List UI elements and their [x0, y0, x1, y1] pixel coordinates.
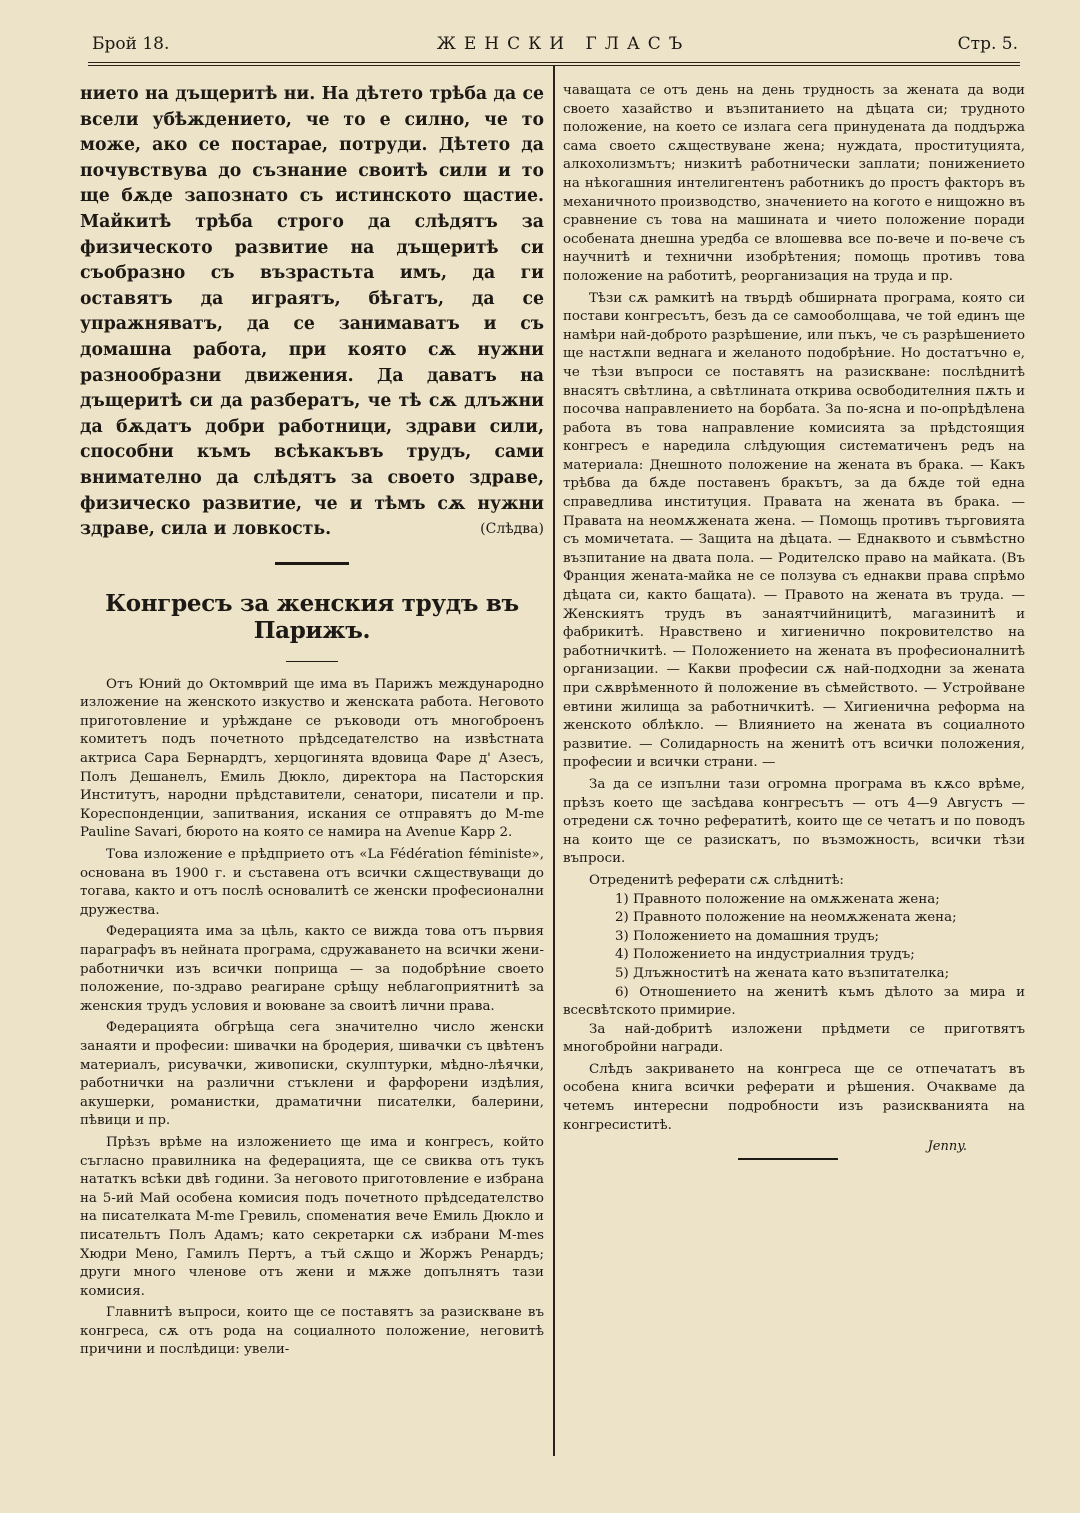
title-rule — [286, 661, 338, 662]
article-title: Конгресъ за женския трудъ въ Парижъ. — [105, 589, 519, 644]
article-paragraph: Главнитѣ въпроси, които ще се поставятъ за разискване въ конгреса, сѫ отъ рода на социалното положение, неговитѣ причини и послѣдици: увели- — [80, 1305, 544, 1358]
list-item: 2) Правното положение на неомѫжената жена; — [615, 910, 957, 926]
continued-article-text: нието на дъщеритѣ ни. На дѣтето трѣба да се всели убѣждението, че то е силно, че то може, ако се постарае, потруди. Дѣтето да почувствува до съзнание своитѣ сили и то ще бѫде запознато съ истинското щастие. Майкитѣ трѣба строго да слѣдятъ за физическото развитие на дъщеритѣ си съобразно съ възрастьта имъ, да ги оставятъ да играятъ, бѣгатъ, да се упражняватъ, да се занимаватъ и съ домашна работа, при която сѫ нужни разнообразни движения. Да даватъ на дъщеритѣ си да разбератъ, че тѣ сѫ длъжни да бѫдатъ добри работници, здрави сили, способни къмъ всѣкакъвъ трудъ, сами внимателно да слѣдятъ за своето здраве, физическо развитие, че и тѣмъ сѫ нужни здраве, сила и ловкость. (Слѣдва) — [80, 82, 544, 543]
masthead-title: ЖЕНСКИ ГЛАСЪ — [436, 34, 691, 54]
page-header — [92, 27, 1018, 61]
section-rule — [275, 562, 349, 565]
page-number: Стр. 5. — [957, 34, 1018, 54]
right-column — [563, 82, 1025, 1160]
article-paragraph: Слѣдъ закриването на конгреса ще се отпечататъ въ особена книга всички реферати и рѣшения. Очакваме да четемъ интересни подробности изъ разискванията на конгресиститѣ. — [563, 1061, 1025, 1133]
list-item: 4) Положението на индустриалния трудъ; — [615, 947, 915, 963]
article-paragraph: чаващата се отъ день на день трудность за жената да води своето хазайство и възпитанието на дѣцата си; трудното положение, на което се излага сега принудената да поддържа сама своето сѫществуване жена; нуждата, проституцията, алкохолизмътъ; низкитѣ работнически заплати; понижението на нѣкогашния интелигентенъ работникъ до простъ факторъ въ механичното производство, значението на когото е нищожно въ сравнение съ това на машината и чието положение поради особената днешна уредба се влошевва все по-вече и по-вече съ научнитѣ и технични изобрѣтения; помощь противъ това положение на работитѣ, реорганизация на труда и пр. — [563, 83, 1025, 284]
article-paragraph: Отъ Юний до Октомврий ще има въ Парижъ международно изложение на женското изкуство и женската работа. Неговото приготовление и урѣждане се ръководи отъ многоброенъ комитетъ подъ почетното прѣдседателство на извѣстната актриса Сара Бернардтъ, херцогинята вдовица Фаре д' Азесъ, Полъ Дешанелъ, Емиль Дюкло, директора на Пасторския Институтъ, народни прѣдставители, сенатори, писатели и пр. Кореспонденции, запитвания, искания се отправятъ до M-me Pauline Savari, бюрото на която се намира на Avenue Kapp 2. — [80, 676, 544, 841]
article-paragraph: Прѣзъ врѣме на изложението ще има и конгресъ, който съгласно правилника на федерацията, ще се свиква отъ тукъ нататкъ всѣки двѣ години. За неговото приготовление е избрана на 5-ий Май особена комисия подъ почетното прѣдседателство на писателката M-me Гревиль, споменатия вече Емиль Дюкло и писательтъ Полъ Адамъ; като секретарки сѫ избрани M-mes Хюдри Мено, Гамилъ Пертъ, а тъй сѫщо и Жоржъ Ренардъ; други много членове отъ жени и мѫже допълнятъ тази комисия. — [80, 1134, 544, 1299]
author-signature: Jenny. — [927, 1139, 967, 1155]
list-item: 1) Правното положение на омѫжената жена; — [615, 891, 940, 907]
article-paragraph: За най-добритѣ изложени прѣдмети се приготвятъ многобройни награди. — [563, 1021, 1025, 1056]
list-item: 3) Положението на домашния трудъ; — [615, 928, 880, 944]
issue-number: Брой 18. — [92, 34, 170, 54]
column-divider — [553, 66, 555, 1456]
article-paragraph: Федерацията има за цѣль, както се вижда това отъ първия параграфъ въ нейната програма, сдружаването на всички жени-работнички изъ всички поприща — за подобрѣние своето положение, по-здраво реагиране срѣщу неблагоприятнитѣ за женския трудъ условия и воюване за своитѣ лични права. — [80, 924, 544, 1014]
list-item: 6) Отношението на женитѣ къмъ дѣлото за мира и всесвѣтското примирие. — [563, 984, 1025, 1019]
article-paragraph: Федерацията обгрѣща сега значително число женски занаяти и професии: шивачки на бродерия, шивачки съ цвѣтенъ материалъ, рисувачки, живописки, скулптурки, мѣдно-лѣячки, работнички на различни стъклени и фарфорени издѣлия, акушерки, романистки, драматични писателки, балерини, пѣвици и пр. — [80, 1020, 544, 1129]
left-column — [80, 82, 544, 1360]
end-rule — [738, 1158, 838, 1160]
article-paragraph: Това изложение е прѣдприето отъ «La Fédération féministe», основана въ 1900 г. и съставена отъ всички сѫществуващи до тогава, както и отъ послѣ основалитѣ се женски професионални дружества. — [80, 847, 544, 918]
list-item: 5) Длъжноститѣ на жената като възпитателка; — [615, 965, 950, 981]
article-paragraph: За да се изпълни тази огромна програма въ кѫсо врѣме, прѣзъ което ще засѣдава конгресътъ — отъ 4—9 Августъ — отредени сѫ точно рефератитѣ, които ще се четатъ и по поводъ на които ще се разискатъ, по възможность, всички тѣзи въпроси. — [563, 776, 1025, 867]
article-paragraph: Отреденитѣ реферати сѫ слѣднитѣ: — [589, 872, 844, 888]
continued-mark: (Слѣдва) — [480, 521, 544, 538]
report-list — [563, 891, 1025, 1021]
article-paragraph: Тѣзи сѫ рамкитѣ на твърдѣ обширната програма, която си постави конгресътъ, безъ да се самооболщава, че той единъ ще намѣри най-доброто разрѣшение, или пъкъ, че съ разрѣшението ще настѫпи веднага и желаното подобрѣние. Но достатъчно е, че тѣзи въпроси се поставятъ на разискване: послѣднитѣ внасятъ свѣтлина, а свѣтлината открива освободителния пѫть и посочва направлението на борбата. За по-ясна и по-опрѣдѣлена работа въ това направление комисията за прѣдстоящия конгресъ е наредила слѣдующия систематиченъ редъ на материала: Днешното положение на жената въ брака. — Какъ трѣбва да бѫде поставенъ бракътъ, за да бѫде той една справедлива институция. Правата на жената въ брака. — Правата на неомѫжената жена. — Помощь противъ търговията съ момичетата. — Защита на дѣцата. — Еднаквото и съвмѣстно възпитание на двата пола. — Родителско право на майката. (Въ Франция жената-майка не се ползува съ еднакви права спрѣмо дѣцата си, както бащата). — Правото на жената въ труда. — Женскиятъ трудъ въ занаятчийницитѣ, магазинитѣ и фабрикитѣ. Нравствено и хигиенично покровителство на работничкитѣ. — Положението на жената въ професионалнитѣ организации. — Какви професии сѫ най-подходни за жената при сѫврѣменното й положение въ сѣмейството. — Устройване евтини жилища за работничкитѣ. — Хигиенична реформа на женското облѣкло. — Влиянието на жената въ социалното развитие. — Солидарность на женитѣ отъ всички положения, професии и всички страни. — — [563, 290, 1025, 771]
